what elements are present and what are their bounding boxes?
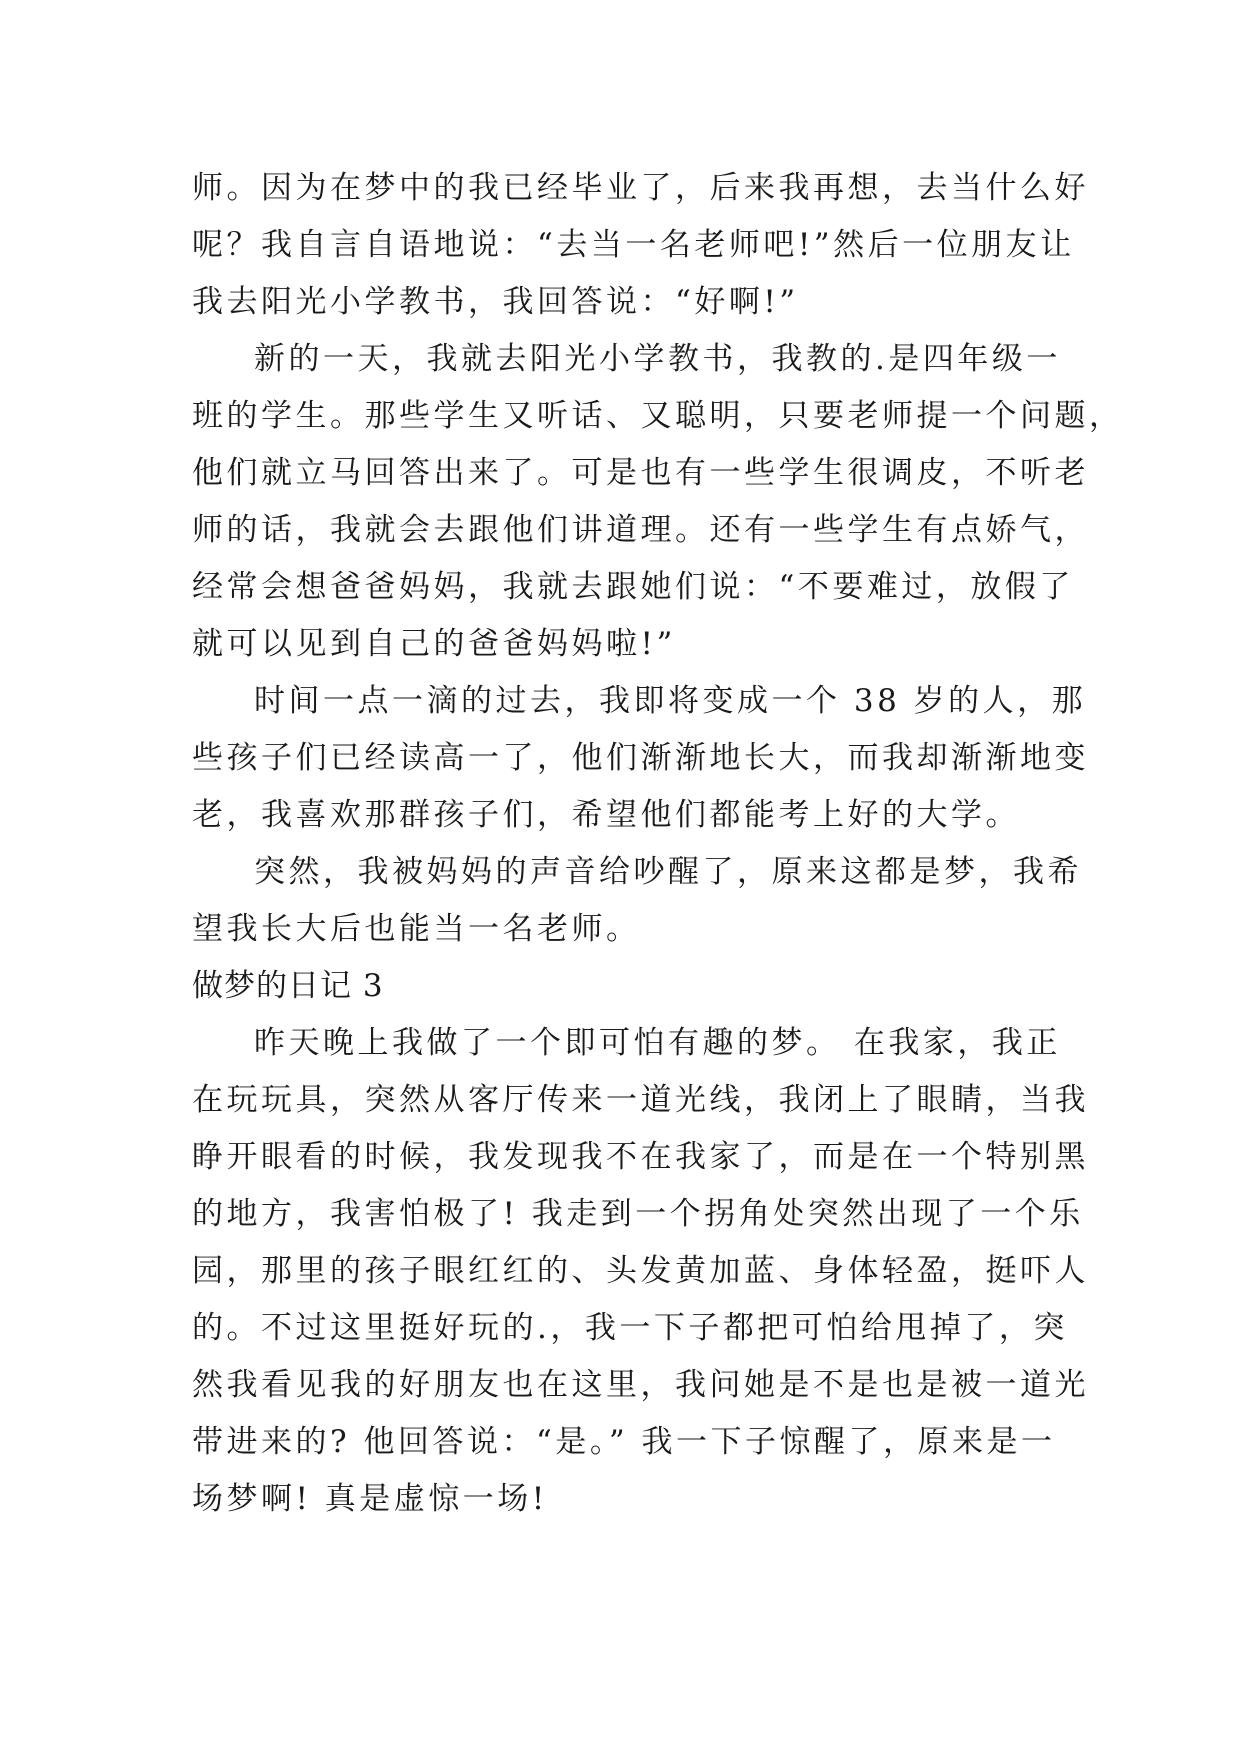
text-line: 的。不过这里挺好玩的.，我一下子都把可怕给甩掉了，突	[192, 1310, 1068, 1346]
text-line: 在玩玩具，突然从客厅传来一道光线，我闭上了眼睛，当我	[192, 1082, 1089, 1118]
text-line: 睁开眼看的时候，我发现我不在我家了，而是在一个特别黑	[192, 1139, 1089, 1175]
text-line: 他们就立马回答出来了。可是也有一些学生很调皮，不听老	[192, 455, 1089, 491]
paragraph-first-line: 突然，我被妈妈的声音给吵醒了，原来这都是梦，我希	[254, 854, 1082, 890]
text-line: 老，我喜欢那群孩子们，希望他们都能考上好的大学。	[192, 797, 1020, 833]
text-line: 呢？我自言自语地说：“去当一名老师吧!”然后一位朋友让	[192, 227, 1075, 263]
text-line: 就可以见到自己的爸爸妈妈啦!”	[192, 626, 676, 662]
section-heading: 做梦的日记 3	[192, 968, 384, 1004]
text-line: 带进来的? 他回答说：“是。” 我一下子惊醒了，原来是一	[192, 1424, 1056, 1460]
text-line: 师的话，我就会去跟他们讲道理。还有一些学生有点娇气，	[192, 512, 1089, 548]
text-line: 班的学生。那些学生又听话、又聪明，只要老师提一个问题，	[192, 398, 1124, 434]
paragraph-first-line: 新的一天，我就去阳光小学教书，我教的.是四年级一	[254, 341, 1061, 377]
text-line: 的地方，我害怕极了! 我走到一个拐角处突然出现了一个乐	[192, 1196, 1084, 1232]
text-line: 场梦啊! 真是虚惊一场!	[192, 1481, 548, 1517]
text-line: 些孩子们已经读高一了，他们渐渐地长大，而我却渐渐地变	[192, 740, 1089, 776]
text-line: 师。因为在梦中的我已经毕业了，后来我再想，去当什么好	[192, 170, 1089, 206]
text-line: 经常会想爸爸妈妈，我就去跟她们说：“不要难过，放假了	[192, 569, 1074, 605]
paragraph-first-line: 时间一点一滴的过去，我即将变成一个 38 岁的人，那	[254, 683, 1087, 719]
text-line: 望我长大后也能当一名老师。	[192, 911, 641, 947]
text-line: 我去阳光小学教书，我回答说：“好啊!”	[192, 284, 799, 320]
text-line: 然我看见我的好朋友也在这里，我问她是不是也是被一道光	[192, 1367, 1089, 1403]
paragraph-first-line: 昨天晚上我做了一个即可怕有趣的梦。 在我家，我正	[254, 1025, 1061, 1061]
text-line: 园，那里的孩子眼红红的、头发黄加蓝、身体轻盈，挺吓人	[192, 1253, 1089, 1289]
